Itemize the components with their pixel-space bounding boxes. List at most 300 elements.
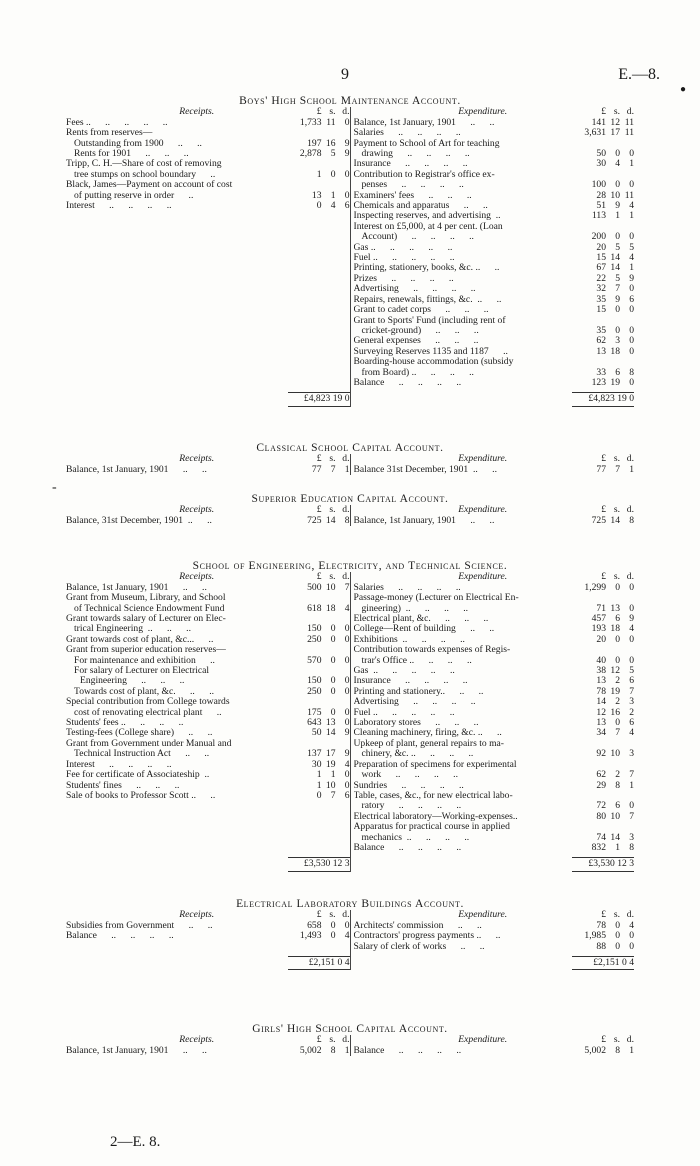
total-amount: £3,530 12 3: [303, 858, 350, 870]
amount-shillings: 0: [615, 581, 620, 593]
row-description: trar's Office .. .. .. ..: [361, 655, 472, 666]
pound-header: £: [316, 571, 322, 583]
row-amount: [572, 942, 634, 952]
amount-pounds: 250: [307, 685, 322, 697]
amount-shillings: 12: [610, 116, 620, 128]
amount-shillings: 18: [610, 623, 620, 635]
amount-pounds: 2,878: [299, 148, 322, 160]
amount-pounds: 30: [596, 158, 606, 170]
row-description: Electrical laboratory—Working-expenses..: [353, 811, 518, 822]
row-description: Repairs, renewals, fittings, &c. .. ..: [353, 294, 502, 305]
row-description: Prizes .. .. .. ..: [353, 273, 454, 284]
row-amount: [572, 347, 634, 357]
amount-pence: 11: [624, 116, 634, 128]
pound-header: £: [316, 106, 322, 118]
amount-shillings: 19: [610, 685, 620, 697]
shilling-header: s.: [613, 453, 620, 465]
row-description: Rents from reserves—: [66, 128, 153, 139]
spacer-row: [66, 253, 350, 263]
amount-pounds: 20: [596, 241, 606, 253]
amount-pounds: 137: [307, 748, 322, 760]
row-description: College—Rent of building .. ..: [353, 624, 495, 635]
total-amount: £4,823 19 0: [588, 393, 634, 405]
row-description: Technical Instruction Act .. ..: [74, 749, 210, 760]
amount-shillings: 13: [325, 717, 336, 729]
row-description: Subsidies from Government .. ..: [66, 920, 213, 931]
section-title: Electrical Laboratory Buildings Account.: [236, 898, 464, 910]
expenditure-header: [354, 910, 635, 920]
total-spacer: [66, 956, 288, 970]
shilling-header: s.: [613, 504, 620, 516]
spacer-row: [66, 801, 350, 811]
amount-pounds: 78: [596, 919, 606, 931]
amount-pence: 0: [629, 304, 634, 316]
amount-pence: 0: [344, 189, 350, 201]
row-description: Fuel .. .. .. .. ..: [353, 253, 455, 264]
amount-shillings: 4: [615, 158, 620, 170]
expenditure-row: [354, 760, 635, 770]
amount-shillings: 0: [615, 940, 620, 952]
expenditure-row: [354, 139, 635, 149]
amount-pence: 0: [629, 654, 634, 666]
row-description: Surveying Reserves 1135 and 1187 ..: [353, 346, 508, 357]
expenditure-column: [351, 454, 635, 475]
receipts-row: [66, 718, 350, 728]
amount-pence: 0: [344, 623, 350, 635]
pound-header: £: [601, 1034, 606, 1046]
expenditure-row: [354, 942, 635, 952]
receipts-row: [66, 170, 350, 180]
amount-shillings: 7: [615, 727, 620, 739]
amount-pence: 7: [344, 581, 350, 593]
receipts-label: Receipts.: [179, 504, 215, 516]
expenditure-row: [354, 284, 635, 294]
expenditure-row: [354, 583, 635, 593]
amount-pence: 0: [629, 335, 634, 347]
expenditure-total: [572, 956, 634, 970]
row-description: Examiners' fees .. .. ..: [353, 190, 472, 201]
expenditure-label: Expenditure.: [458, 571, 508, 583]
amount-shillings: 0: [330, 675, 336, 687]
row-description: Sundries .. .. .. ..: [353, 780, 464, 791]
row-description: Contractors' progress payments .. ..: [353, 931, 501, 942]
amount-pence: 0: [344, 779, 350, 791]
amount-shillings: 16: [610, 706, 620, 718]
amount-shillings: 14: [610, 831, 620, 843]
amount-pounds: 1: [316, 168, 322, 180]
row-description: Outstanding from 1900 .. ..: [74, 138, 202, 149]
amount-pounds: 20: [596, 633, 606, 645]
amount-shillings: 0: [615, 148, 620, 160]
receipts-row: [66, 201, 350, 211]
amount-pence: 0: [344, 633, 350, 645]
amount-pence: 2: [629, 706, 634, 718]
receipts-row: [66, 656, 350, 666]
row-description: Advertising .. .. .. ..: [353, 284, 476, 295]
shilling-header: s.: [613, 106, 620, 118]
account-columns: [66, 107, 634, 406]
engineering-school-account: [66, 561, 634, 872]
account-columns: [66, 505, 634, 526]
amount-pounds: 658: [307, 919, 322, 931]
amount-pence: 4: [629, 200, 634, 212]
amount-pence: 0: [629, 179, 634, 191]
expenditure-row: [354, 159, 635, 169]
amount-pence: 0: [629, 324, 634, 336]
row-description: Interest .. .. .. ..: [66, 201, 172, 212]
row-description: Gas .. .. .. .. ..: [353, 242, 453, 253]
row-description: Printing, stationery, books, &c. .. ..: [353, 263, 500, 274]
amount-shillings: 2: [615, 675, 620, 687]
amount-shillings: 8: [330, 1044, 336, 1056]
receipts-column: [66, 910, 351, 970]
amount-shillings: 6: [615, 366, 620, 378]
amount-pence: 0: [344, 116, 350, 128]
pound-header: £: [601, 106, 606, 118]
amount-shillings: 17: [610, 127, 620, 139]
amount-shillings: 10: [610, 748, 620, 760]
row-amount: [572, 159, 634, 169]
row-amount: [572, 812, 634, 822]
account-columns: [66, 454, 634, 475]
receipts-total-row: [66, 857, 350, 871]
receipts-row: [66, 516, 350, 526]
receipts-total: [288, 857, 350, 871]
expenditure-row: [354, 516, 635, 526]
receipts-row: [66, 604, 350, 614]
receipts-row: [66, 749, 350, 759]
amount-pence: 0: [344, 919, 350, 931]
superior-education-account: [66, 494, 634, 526]
amount-shillings: 7: [330, 789, 336, 801]
row-description: Apparatus for practical course in applied: [353, 822, 510, 833]
expenditure-row: [354, 635, 635, 645]
amount-shillings: 1: [615, 210, 620, 222]
row-amount: [288, 149, 350, 159]
amount-pence: 1: [629, 1044, 634, 1056]
amount-pounds: 34: [596, 727, 606, 739]
amount-pence: 0: [344, 706, 350, 718]
amount-pounds: 832: [591, 841, 606, 853]
amount-pence: 1: [344, 463, 350, 475]
row-description: For maintenance and exhibition ..: [74, 655, 215, 666]
pence-header: d.: [342, 453, 350, 465]
row-description: Students' fees .. .. .. ..: [66, 718, 184, 729]
footer-reference: 2—E. 8.: [110, 1134, 161, 1150]
row-description: Salary of clerk of works .. ..: [353, 941, 485, 952]
row-description: from Board) .. .. .. ..: [361, 367, 474, 378]
expenditure-row: [354, 645, 635, 655]
amount-shillings: 12: [610, 665, 620, 677]
pound-header: £: [316, 909, 322, 921]
margin-dot: ●: [679, 84, 686, 95]
row-description: For salary of Lecturer on Electrical: [74, 666, 210, 677]
spacer-row: [66, 833, 350, 843]
amount-pence: 0: [629, 633, 634, 645]
receipts-row: [66, 118, 350, 128]
amount-pence: 3: [629, 748, 634, 760]
amount-shillings: 18: [325, 602, 336, 614]
amount-pence: 6: [344, 789, 350, 801]
pound-header: £: [316, 453, 322, 465]
total-amount: £4,823 19 0: [303, 393, 350, 405]
row-description: Grant from Government under Manual and: [66, 738, 232, 749]
amount-pence: 4: [629, 727, 634, 739]
row-description: Balance, 1st January, 1901 .. ..: [66, 1045, 207, 1056]
amount-shillings: 0: [330, 930, 336, 942]
expenditure-row: [354, 465, 635, 475]
amount-pounds: 88: [596, 940, 606, 952]
amount-shillings: 0: [615, 919, 620, 931]
receipts-total: [288, 956, 350, 970]
amount-pounds: 113: [591, 210, 606, 222]
receipts-label: Receipts.: [179, 909, 215, 921]
row-description: Cleaning machinery, firing, &c. .. ..: [353, 728, 502, 739]
total-spacer: [66, 392, 288, 406]
amount-shillings: 0: [615, 304, 620, 316]
row-description: Fee for certificate of Associateship ..: [66, 770, 210, 781]
row-amount: [572, 583, 634, 593]
expenditure-column: [351, 572, 635, 871]
row-amount: [288, 516, 350, 526]
amount-shillings: 2: [615, 696, 620, 708]
row-description: Salaries .. .. .. ..: [353, 128, 461, 139]
row-description: Fees .. .. .. .. ..: [66, 117, 168, 128]
amount-shillings: 11: [326, 116, 336, 128]
expenditure-row: [354, 149, 635, 159]
spacer-row: [66, 336, 350, 346]
amount-shillings: 0: [615, 231, 620, 243]
expenditure-row: [354, 687, 635, 697]
amount-shillings: 17: [325, 748, 336, 760]
amount-pence: 11: [624, 189, 634, 201]
pence-header: d.: [626, 106, 634, 118]
amount-shillings: 0: [330, 919, 336, 931]
amount-pence: 3: [629, 696, 634, 708]
amount-shillings: 6: [615, 613, 620, 625]
pound-header: £: [601, 504, 606, 516]
girls-high-school-account: [66, 1024, 634, 1056]
section-title: Boys' High School Maintenance Account.: [239, 95, 461, 107]
shilling-header: s.: [613, 909, 620, 921]
receipts-row: [66, 191, 350, 201]
row-amount: [288, 687, 350, 697]
expenditure-row: [354, 931, 635, 941]
shilling-header: s.: [329, 1034, 336, 1046]
expenditure-row: [354, 211, 635, 221]
amount-shillings: 14: [610, 514, 620, 526]
row-amount: [288, 583, 350, 593]
receipts-label: Receipts.: [179, 571, 215, 583]
amount-pounds: 72: [596, 800, 606, 812]
amount-pence: 11: [624, 127, 634, 139]
row-amount: [288, 728, 350, 738]
expenditure-row: [354, 697, 635, 707]
expenditure-row: [354, 305, 635, 315]
amount-shillings: 5: [330, 148, 336, 160]
row-description: Balance, 1st January, 1901 .. ..: [66, 582, 207, 593]
expenditure-row: [354, 843, 635, 853]
receipts-row: [66, 149, 350, 159]
row-description: Students' fines .. .. ..: [66, 780, 180, 791]
receipts-row: [66, 583, 350, 593]
spacer-row: [66, 326, 350, 336]
amount-shillings: 0: [615, 930, 620, 942]
receipts-row: [66, 770, 350, 780]
row-description: Balance .. .. .. ..: [353, 1045, 462, 1056]
row-description: cost of renovating electrical plant ..: [74, 707, 222, 718]
amount-pounds: 193: [591, 623, 606, 635]
row-description: chinery, &c. .. .. .. ..: [361, 749, 474, 760]
spacer-row: [66, 305, 350, 315]
pence-header: d.: [342, 1034, 350, 1046]
expenditure-row: [354, 656, 635, 666]
margin-dash: -: [52, 480, 57, 495]
amount-pounds: 457: [591, 613, 606, 625]
amount-pounds: 32: [596, 283, 606, 295]
amount-pounds: 5,002: [584, 1044, 606, 1056]
expenditure-row: [354, 316, 635, 326]
amount-pence: 7: [629, 769, 634, 781]
amount-pence: 0: [629, 602, 634, 614]
amount-shillings: 0: [615, 717, 620, 729]
spacer-row: [66, 812, 350, 822]
row-description: Balance, 1st January, 1901 .. ..: [66, 464, 207, 475]
expenditure-column: [351, 910, 635, 970]
pound-header: £: [316, 1034, 322, 1046]
amount-pounds: 5,002: [299, 1044, 322, 1056]
amount-pounds: 22: [596, 272, 606, 284]
amount-pounds: 78: [596, 685, 606, 697]
row-description: Towards cost of plant, &c. .. ..: [74, 686, 215, 697]
row-description: gineering) .. .. .. ..: [361, 603, 469, 614]
pence-header: d.: [626, 1034, 634, 1046]
spacer-row: [66, 243, 350, 253]
amount-pence: 7: [629, 810, 634, 822]
amount-pence: 8: [629, 841, 634, 853]
expenditure-row: [354, 243, 635, 253]
row-description: Payment to School of Art for teaching: [353, 138, 500, 149]
row-description: Boarding-house accommodation (subsidy: [353, 357, 514, 368]
amount-shillings: 10: [325, 581, 336, 593]
shilling-header: s.: [329, 453, 336, 465]
pence-header: d.: [626, 909, 634, 921]
total-amount: £2,151 0 4: [593, 957, 634, 969]
shilling-header: s.: [613, 571, 620, 583]
amount-shillings: 0: [330, 168, 336, 180]
expenditure-label: Expenditure.: [458, 1034, 508, 1046]
amount-shillings: 3: [615, 335, 620, 347]
amount-pence: 8: [629, 514, 634, 526]
amount-shillings: 14: [610, 252, 620, 264]
row-amount: [288, 931, 350, 941]
amount-pence: 4: [629, 623, 634, 635]
expenditure-total: [572, 392, 634, 406]
amount-pounds: 250: [307, 633, 322, 645]
total-spacer: [66, 857, 288, 871]
amount-pounds: 13: [596, 717, 606, 729]
receipts-row: [66, 180, 350, 190]
expenditure-row: [354, 191, 635, 201]
row-description: Sale of books to Professor Scott .. ..: [66, 790, 216, 801]
amount-pounds: 12: [596, 706, 606, 718]
amount-pence: 9: [629, 613, 634, 625]
account-columns: [66, 1035, 634, 1056]
amount-pounds: 13: [311, 189, 322, 201]
amount-pence: 0: [629, 800, 634, 812]
amount-pence: 1: [629, 210, 634, 222]
row-description: Grant to Sports' Fund (including rent of: [353, 315, 506, 326]
receipts-row: [66, 728, 350, 738]
amount-pounds: 51: [596, 200, 606, 212]
receipts-row: [66, 791, 350, 801]
row-amount: [288, 1046, 350, 1056]
spacer-row: [66, 378, 350, 388]
expenditure-row: [354, 378, 635, 388]
receipts-total-row: [66, 956, 350, 970]
receipts-column: [66, 505, 351, 526]
expenditure-label: Expenditure.: [458, 504, 508, 516]
amount-shillings: 8: [615, 779, 620, 791]
amount-pounds: 13: [596, 345, 606, 357]
amount-pounds: 40: [596, 654, 606, 666]
amount-pounds: 67: [596, 262, 606, 274]
expenditure-row: [354, 128, 635, 138]
amount-pounds: 1,733: [299, 116, 322, 128]
row-amount: [288, 201, 350, 211]
amount-pounds: 28: [596, 189, 606, 201]
row-description: Grant towards salary of Lecturer on Elec-: [66, 614, 226, 625]
expenditure-total-row: [354, 956, 635, 970]
amount-pence: 4: [344, 930, 350, 942]
row-description: Insurance .. .. .. ..: [353, 159, 468, 170]
amount-shillings: 14: [325, 514, 336, 526]
expenditure-row: [354, 718, 635, 728]
amount-pence: 1: [344, 1044, 350, 1056]
receipts-label: Receipts.: [179, 1034, 215, 1046]
amount-pence: 8: [344, 514, 350, 526]
expenditure-row: [354, 336, 635, 346]
row-amount: [288, 791, 350, 801]
amount-pence: 4: [629, 252, 634, 264]
amount-pounds: 570: [307, 654, 322, 666]
row-description: Balance 31st December, 1901 .. ..: [353, 464, 497, 475]
spacer-row: [66, 357, 350, 367]
pound-header: £: [601, 571, 606, 583]
row-description: Interest on £5,000, at 4 per cent. (Loan: [353, 221, 503, 232]
expenditure-header: [354, 454, 635, 464]
amount-pounds: 71: [596, 602, 606, 614]
total-spacer: [354, 956, 573, 970]
row-amount: [572, 781, 634, 791]
amount-pounds: 1,493: [299, 930, 322, 942]
amount-pounds: 30: [311, 758, 322, 770]
amount-shillings: 7: [615, 283, 620, 295]
pound-header: £: [316, 504, 322, 516]
expenditure-row: [354, 676, 635, 686]
row-description: Balance .. .. .. ..: [66, 931, 174, 942]
shilling-header: s.: [329, 909, 336, 921]
row-amount: [288, 118, 350, 128]
row-description: Grant from Museum, Library, and School: [66, 593, 226, 604]
amount-pounds: 100: [591, 179, 606, 191]
amount-pence: 0: [629, 930, 634, 942]
amount-pence: 6: [629, 717, 634, 729]
amount-pounds: 33: [596, 366, 606, 378]
amount-pence: 0: [629, 231, 634, 243]
row-amount: [572, 128, 634, 138]
row-description: ratory .. .. .. ..: [361, 801, 462, 812]
